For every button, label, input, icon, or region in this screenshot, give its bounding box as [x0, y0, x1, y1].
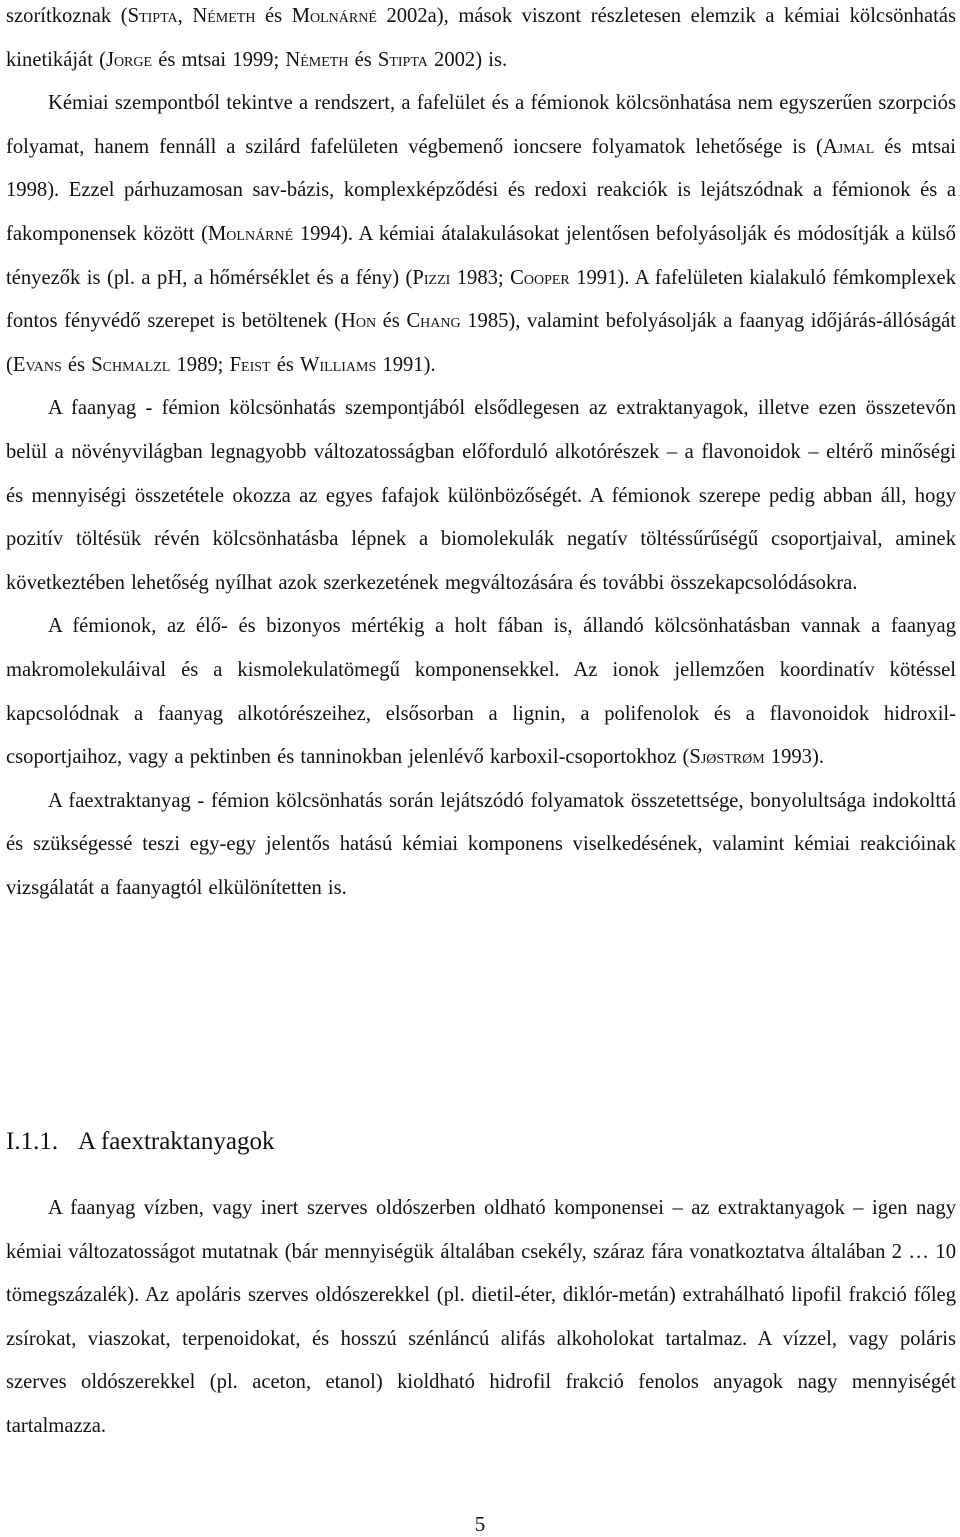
- author-name: Williams: [300, 353, 377, 376]
- author-name: Molnárné: [207, 222, 294, 245]
- author-name: Cooper: [510, 266, 570, 289]
- section-number: I.1.1.: [6, 1128, 59, 1155]
- paragraph: A faanyag vízben, vagy inert szerves oldószerben oldható komponensei – az extraktanyagok – igen nagy kémiai változatosságot mutatnak (bár mennyiségük általában csekély, száraz fára vonatkoztatva általában 2 … 10 tömegszázalék). Az apoláris szerves oldószerekkel (pl. dietil-éter, diklór-metán) extrahálható lipofil frakció főleg zsírokat, viaszokat, terpenoidokat, és hosszú szénláncú alifás alkoholokat tartalmaz. A vízzel, vagy poláris szerves oldószerekkel (pl. aceton, etanol) kioldható hidrofil frakció fenolos anyagok nagy mennyiségét tartalmazza.: [6, 1197, 956, 1437]
- text-run: és mtsai 1998). Ezzel párhuzamosan sav-bázis, komplexképződési és redoxi reakciók is lejátszódnak a fémionok és a fakomponensek között (: [6, 135, 956, 245]
- author-name: Stipta: [377, 48, 428, 71]
- text-run: 1994). A kémiai átalakulásokat jelentősen befolyásolják és módosítják a külső tényezők is (pl. a pH, a hőmérséklet és a fény) (: [6, 222, 956, 289]
- text-run: 2002a), mások viszont részletesen elemzik a kémiai kölcsönhatás kinetikáját (: [6, 5, 956, 71]
- text-run: és: [255, 5, 292, 27]
- text-run: szorítkoznak (: [6, 5, 128, 27]
- paragraph: [6, 0, 956, 82]
- author-name: Pizzi: [412, 266, 451, 289]
- author-name: Jorge: [105, 48, 153, 71]
- page-number: 5: [474, 1512, 486, 1536]
- text-run: és mtsai 1999;: [152, 48, 286, 71]
- author-name: Sjøstrøm: [689, 746, 765, 769]
- text-run: 1991). A fafelületen kialakuló fémkomplexek fontos fényvédő szerepet is betöltenek (: [6, 266, 956, 333]
- text-run: A faextraktanyag - fémion kölcsönhatás során lejátszódó folyamatok összetettsége, bonyolultsága indokolttá és szükségessé teszi egy-egy jelentős hatású kémiai komponens viselkedésének, valamint kémiai reakcióinak vizsgálatát a faanyagtól elkülönítetten is.: [6, 789, 956, 899]
- text-run: ,: [177, 5, 193, 27]
- text-run: 1985), valamint befolyásolják a faanyag időjárás-állóságát (: [6, 310, 957, 376]
- author-name: Feist: [229, 353, 271, 376]
- author-name: Chang: [406, 310, 461, 333]
- author-name: Németh: [285, 48, 349, 71]
- paragraph: [6, 780, 956, 911]
- author-name: Molnárné: [291, 5, 377, 27]
- text-run: és: [61, 353, 92, 376]
- text-run: 1991).: [376, 353, 436, 376]
- author-name: Evans: [12, 353, 62, 376]
- text-run: 2002) is.: [427, 48, 508, 71]
- text-run: A fémionok, az élő- és bizonyos mértékig a holt fában is, állandó kölcsönhatásban vannak a faanyag makromolekuláival és a kismolekulatömegű komponensekkel. Az ionok jellemzően koordinatív kötéssel kapcsolódnak a faanyag alkotórészeihez, elsősorban a lignin, a polifenolok és a flavonoidok hidroxil-csoportjaihoz, vagy a pektinben és tanninokban jelenlévő karboxil-csoportokhoz (: [6, 615, 956, 769]
- author-name: Németh: [192, 5, 256, 27]
- author-name: Hon: [340, 310, 377, 333]
- author-name: Ajmal: [822, 135, 875, 158]
- text-run: és: [376, 310, 407, 333]
- body-text: [6, 0, 956, 910]
- text-run: Kémiai szempontból tekintve a rendszert, a fafelület és a fémionok kölcsönhatása nem egyszerűen szorpciós folyamat, hanem fennáll a szilárd fafelületen végbemenő ioncsere folyamatok lehetősége is (: [6, 92, 956, 158]
- author-name: Stipta: [127, 5, 178, 27]
- text-run: 1989;: [170, 353, 230, 376]
- text-run: és: [270, 353, 301, 376]
- text-run: 1993).: [764, 746, 824, 769]
- text-run: 1983;: [450, 266, 511, 289]
- section-title: A faextraktanyagok: [78, 1128, 275, 1155]
- text-run: A faanyag - fémion kölcsönhatás szempontjából elsődlegesen az extraktanyagok, illetve ezen összetevőn belül a növényvilágban legnagyobb változatosságban előforduló alkotórészek – a flavonoidok – eltérő minőségi és mennyiségi összetétele okozza az egyes fafajok különbözőségét. A fémionok szerepe pedig abban áll, hogy pozitív töltésük révén kölcsönhatásba lépnek a biomolekulák negatív töltéssűrűségű csoportjaival, aminek következtében lehetőség nyílhat azok szerkezetének megváltozására és további összekapcsolódásokra.: [6, 397, 956, 594]
- author-name: Schmalzl: [91, 353, 171, 376]
- section-heading: [6, 1125, 274, 1159]
- paragraph: [6, 605, 956, 779]
- document-page: [6, 0, 956, 910]
- paragraph: [6, 82, 956, 387]
- section-body: [6, 1187, 956, 1449]
- paragraph: [6, 387, 956, 605]
- text-run: és: [348, 48, 378, 71]
